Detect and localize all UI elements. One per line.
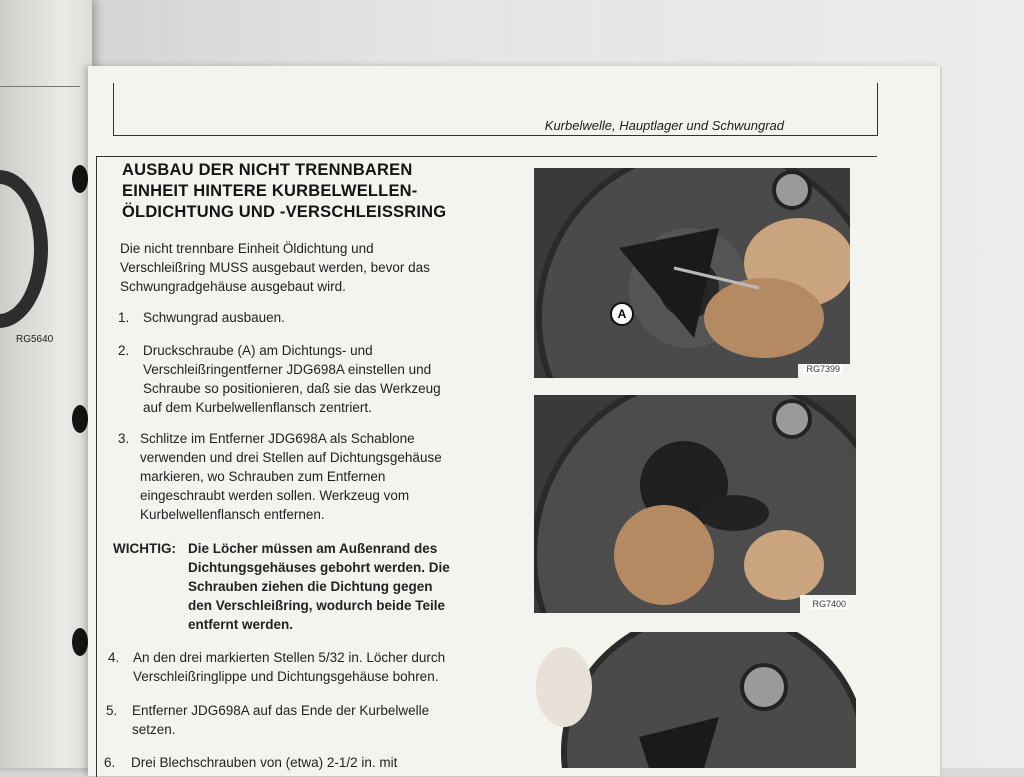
left-page-rule bbox=[0, 86, 80, 87]
photo-rg7400 bbox=[534, 395, 856, 613]
flywheel-housing-image bbox=[534, 168, 850, 378]
step-number: 2. bbox=[118, 343, 130, 358]
title-line: AUSBAU DER NICHT TRENNBAREN bbox=[122, 161, 413, 179]
running-head: Kurbelwelle, Hauptlager und Schwungrad bbox=[544, 118, 784, 133]
title-line: EINHEIT HINTERE KURBELWELLEN- bbox=[122, 182, 418, 200]
flywheel-housing-tool-image bbox=[534, 632, 856, 768]
step-text bbox=[143, 341, 523, 417]
step-number: 4. bbox=[108, 650, 120, 665]
section-title bbox=[122, 160, 482, 223]
warning-line: Schrauben ziehen die Dichtung gegen bbox=[188, 579, 433, 594]
left-page-figure-label: RG5640 bbox=[16, 334, 54, 345]
warning-line: Die Löcher müssen am Außenrand des bbox=[188, 541, 438, 556]
step-line: eingeschraubt werden sollen. Werkzeug vom bbox=[140, 488, 410, 503]
intro-paragraph bbox=[120, 239, 520, 296]
step-line: Verschleißringlippe und Dichtungsgehäuse bohren. bbox=[133, 669, 439, 684]
step-line: Druckschraube (A) am Dichtungs- und bbox=[143, 343, 373, 358]
intro-line: Verschleißring MUSS ausgebaut werden, bevor das bbox=[120, 260, 430, 275]
step-line: Entferner JDG698A auf das Ende der Kurbelwelle bbox=[132, 703, 430, 718]
step-number: 3. bbox=[118, 431, 130, 446]
step-line: An den drei markierten Stellen 5/32 in. Löcher durch bbox=[133, 650, 446, 665]
step-text bbox=[132, 701, 512, 739]
intro-line: Schwungradgehäuse ausgebaut wird. bbox=[120, 279, 346, 294]
photo-3 bbox=[534, 632, 856, 768]
warning-line: entfernt werden. bbox=[188, 617, 294, 632]
warning-label: WICHTIG: bbox=[113, 541, 176, 556]
binder-hole bbox=[72, 405, 88, 433]
step-line: Schlitze im Entferner JDG698A als Schablone bbox=[140, 431, 415, 446]
photo-rg7399 bbox=[534, 168, 850, 378]
title-line: ÖLDICHTUNG UND -VERSCHLEISSRING bbox=[122, 203, 447, 221]
step-line: Kurbelwellenflansch entfernen. bbox=[140, 507, 325, 522]
binder-hole bbox=[72, 165, 88, 193]
step-line: Verschleißringentferner JDG698A einstellen und bbox=[143, 362, 432, 377]
left-page-seal-photo bbox=[0, 170, 48, 328]
step-line: Schwungrad ausbauen. bbox=[143, 310, 285, 325]
photo-label: RG7400 bbox=[812, 599, 846, 609]
step-number: 1. bbox=[118, 310, 130, 325]
step-text bbox=[133, 648, 513, 686]
step-text bbox=[140, 429, 520, 524]
step-text bbox=[131, 753, 511, 772]
step-number: 6. bbox=[104, 755, 116, 770]
step-line: markieren, wo Schrauben zum Entfernen bbox=[140, 469, 386, 484]
warning-text bbox=[188, 539, 508, 634]
callout-a: A bbox=[610, 302, 634, 326]
step-line: setzen. bbox=[132, 722, 176, 737]
photo-label: RG7399 bbox=[806, 364, 840, 374]
flywheel-housing-drill-image bbox=[534, 395, 856, 613]
intro-line: Die nicht trennbare Einheit Öldichtung und bbox=[120, 241, 374, 256]
warning-line: Dichtungsgehäuses gebohrt werden. Die bbox=[188, 560, 450, 575]
step-number: 5. bbox=[106, 703, 118, 718]
binder-hole bbox=[72, 628, 88, 656]
warning-line: den Verschleißring, wodurch beide Teile bbox=[188, 598, 446, 613]
step-text bbox=[143, 308, 523, 327]
step-line: verwenden und drei Stellen auf Dichtungsgehäuse bbox=[140, 450, 442, 465]
step-line: auf dem Kurbelwellenflansch zentriert. bbox=[143, 400, 372, 415]
step-line: Schraube so positionieren, daß sie das Werkzeug bbox=[143, 381, 441, 396]
step-line: Drei Blechschrauben von (etwa) 2-1/2 in. mit bbox=[131, 755, 398, 770]
